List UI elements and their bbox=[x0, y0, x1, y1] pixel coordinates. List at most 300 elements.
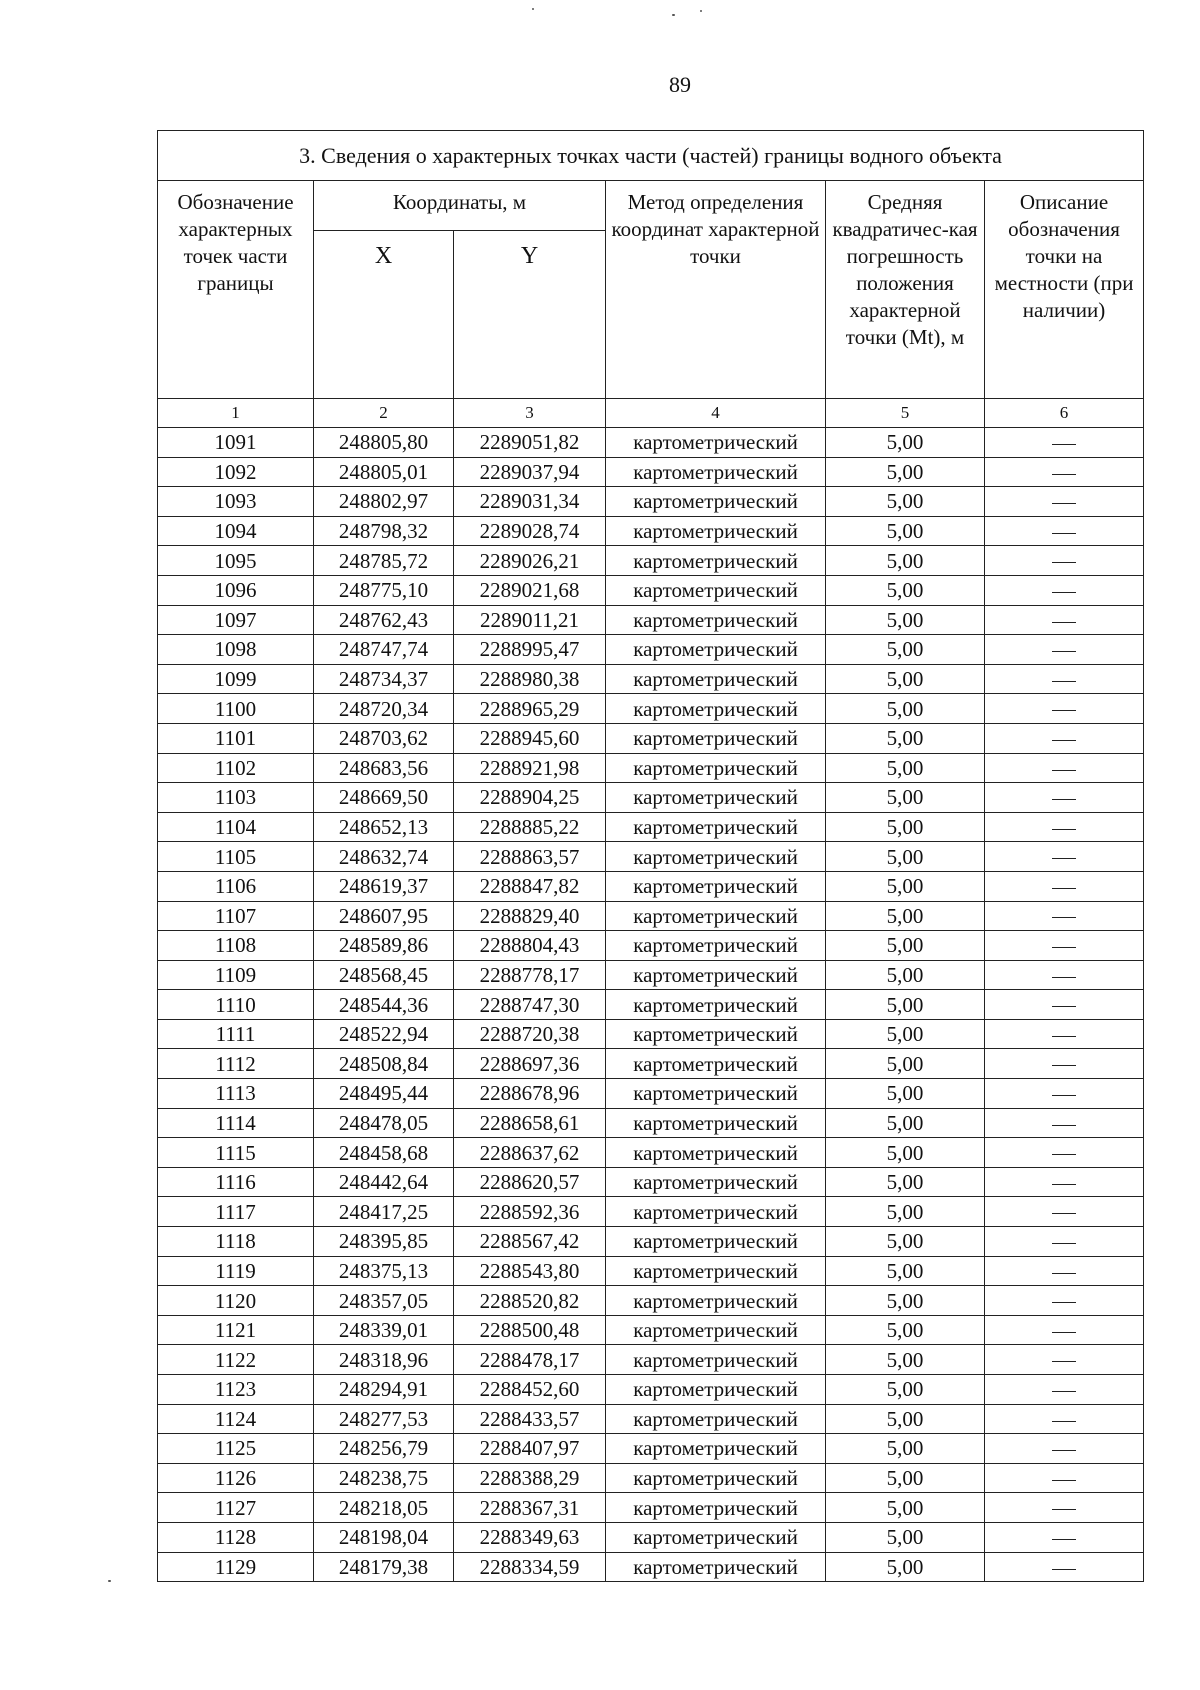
x-cell: 248785,72 bbox=[314, 546, 454, 576]
method-cell: картометрический bbox=[606, 516, 826, 546]
error-cell: 5,00 bbox=[826, 635, 985, 665]
method-cell: картометрический bbox=[606, 575, 826, 605]
x-cell: 248478,05 bbox=[314, 1108, 454, 1138]
table-row bbox=[158, 1019, 1144, 1049]
dash-mark bbox=[1052, 1450, 1076, 1451]
dash-mark bbox=[1052, 1184, 1076, 1185]
x-cell: 248495,44 bbox=[314, 1079, 454, 1109]
description-cell bbox=[985, 1463, 1144, 1493]
method-cell: картометрический bbox=[606, 1522, 826, 1552]
column-number: 5 bbox=[826, 399, 985, 428]
error-cell: 5,00 bbox=[826, 605, 985, 635]
y-cell: 2288980,38 bbox=[454, 664, 606, 694]
y-cell: 2288747,30 bbox=[454, 990, 606, 1020]
description-cell bbox=[985, 1227, 1144, 1257]
table-row bbox=[158, 428, 1144, 458]
method-cell: картометрический bbox=[606, 1108, 826, 1138]
dash-mark bbox=[1052, 1391, 1076, 1392]
dash-mark bbox=[1052, 1509, 1076, 1510]
error-cell: 5,00 bbox=[826, 664, 985, 694]
dash-mark bbox=[1052, 1243, 1076, 1244]
table-row bbox=[158, 664, 1144, 694]
method-cell: картометрический bbox=[606, 990, 826, 1020]
point-number-cell: 1093 bbox=[158, 487, 314, 517]
method-cell: картометрический bbox=[606, 487, 826, 517]
point-number-cell: 1116 bbox=[158, 1167, 314, 1197]
description-cell bbox=[985, 428, 1144, 458]
method-cell: картометрический bbox=[606, 723, 826, 753]
description-cell bbox=[985, 664, 1144, 694]
y-cell: 2288995,47 bbox=[454, 635, 606, 665]
dash-mark bbox=[1052, 1480, 1076, 1481]
point-number-cell: 1122 bbox=[158, 1345, 314, 1375]
column-number: 6 bbox=[985, 399, 1144, 428]
description-cell bbox=[985, 1552, 1144, 1582]
scan-speck bbox=[108, 1580, 111, 1582]
column-number-row bbox=[158, 399, 1144, 428]
error-cell: 5,00 bbox=[826, 516, 985, 546]
point-number-cell: 1094 bbox=[158, 516, 314, 546]
description-cell bbox=[985, 694, 1144, 724]
description-cell bbox=[985, 812, 1144, 842]
y-cell: 2289028,74 bbox=[454, 516, 606, 546]
description-cell bbox=[985, 546, 1144, 576]
x-cell: 248522,94 bbox=[314, 1019, 454, 1049]
description-cell bbox=[985, 457, 1144, 487]
y-cell: 2288543,80 bbox=[454, 1256, 606, 1286]
table-row bbox=[158, 871, 1144, 901]
description-cell bbox=[985, 1019, 1144, 1049]
description-cell bbox=[985, 783, 1144, 813]
y-cell: 2288433,57 bbox=[454, 1404, 606, 1434]
x-cell: 248218,05 bbox=[314, 1493, 454, 1523]
y-cell: 2288829,40 bbox=[454, 901, 606, 931]
y-cell: 2288478,17 bbox=[454, 1345, 606, 1375]
table-row bbox=[158, 1138, 1144, 1168]
description-cell bbox=[985, 1493, 1144, 1523]
description-cell bbox=[985, 871, 1144, 901]
point-number-cell: 1109 bbox=[158, 960, 314, 990]
table-row bbox=[158, 960, 1144, 990]
table-row bbox=[158, 546, 1144, 576]
y-cell: 2288885,22 bbox=[454, 812, 606, 842]
point-number-cell: 1118 bbox=[158, 1227, 314, 1257]
x-cell: 248568,45 bbox=[314, 960, 454, 990]
point-number-cell: 1112 bbox=[158, 1049, 314, 1079]
point-number-cell: 1113 bbox=[158, 1079, 314, 1109]
x-cell: 248458,68 bbox=[314, 1138, 454, 1168]
point-number-cell: 1095 bbox=[158, 546, 314, 576]
point-number-cell: 1103 bbox=[158, 783, 314, 813]
x-cell: 248720,34 bbox=[314, 694, 454, 724]
error-cell: 5,00 bbox=[826, 1434, 985, 1464]
dash-mark bbox=[1052, 651, 1076, 652]
y-cell: 2288334,59 bbox=[454, 1552, 606, 1582]
dash-mark bbox=[1052, 474, 1076, 475]
method-cell: картометрический bbox=[606, 1493, 826, 1523]
table-row bbox=[158, 694, 1144, 724]
dash-mark bbox=[1052, 977, 1076, 978]
dash-mark bbox=[1052, 592, 1076, 593]
table-row bbox=[158, 1049, 1144, 1079]
table-row bbox=[158, 516, 1144, 546]
description-cell bbox=[985, 635, 1144, 665]
error-cell: 5,00 bbox=[826, 428, 985, 458]
table-row bbox=[158, 457, 1144, 487]
description-cell bbox=[985, 516, 1144, 546]
error-cell: 5,00 bbox=[826, 1227, 985, 1257]
description-cell bbox=[985, 1434, 1144, 1464]
column-number: 2 bbox=[314, 399, 454, 428]
dash-mark bbox=[1052, 1569, 1076, 1570]
point-number-cell: 1117 bbox=[158, 1197, 314, 1227]
table-row bbox=[158, 487, 1144, 517]
point-number-cell: 1098 bbox=[158, 635, 314, 665]
y-cell: 2288620,57 bbox=[454, 1167, 606, 1197]
method-cell: картометрический bbox=[606, 1286, 826, 1316]
table-row bbox=[158, 1463, 1144, 1493]
description-cell bbox=[985, 990, 1144, 1020]
error-cell: 5,00 bbox=[826, 1315, 985, 1345]
x-cell: 248179,38 bbox=[314, 1552, 454, 1582]
dash-mark bbox=[1052, 1421, 1076, 1422]
point-number-cell: 1127 bbox=[158, 1493, 314, 1523]
method-cell: картометрический bbox=[606, 664, 826, 694]
y-cell: 2288697,36 bbox=[454, 1049, 606, 1079]
point-number-cell: 1126 bbox=[158, 1463, 314, 1493]
description-cell bbox=[985, 901, 1144, 931]
point-number-cell: 1120 bbox=[158, 1286, 314, 1316]
error-cell: 5,00 bbox=[826, 812, 985, 842]
error-cell: 5,00 bbox=[826, 871, 985, 901]
point-number-cell: 1123 bbox=[158, 1375, 314, 1405]
method-cell: картометрический bbox=[606, 1138, 826, 1168]
dash-mark bbox=[1052, 1036, 1076, 1037]
dash-mark bbox=[1052, 799, 1076, 800]
x-cell: 248632,74 bbox=[314, 842, 454, 872]
error-cell: 5,00 bbox=[826, 1167, 985, 1197]
header-y: Y bbox=[454, 231, 606, 399]
error-cell: 5,00 bbox=[826, 457, 985, 487]
point-number-cell: 1110 bbox=[158, 990, 314, 1020]
method-cell: картометрический bbox=[606, 753, 826, 783]
table-row bbox=[158, 842, 1144, 872]
point-number-cell: 1097 bbox=[158, 605, 314, 635]
table-row bbox=[158, 635, 1144, 665]
dash-mark bbox=[1052, 947, 1076, 948]
table-row bbox=[158, 1315, 1144, 1345]
x-cell: 248775,10 bbox=[314, 575, 454, 605]
method-cell: картометрический bbox=[606, 1375, 826, 1405]
error-cell: 5,00 bbox=[826, 901, 985, 931]
point-number-cell: 1119 bbox=[158, 1256, 314, 1286]
method-cell: картометрический bbox=[606, 1227, 826, 1257]
y-cell: 2288367,31 bbox=[454, 1493, 606, 1523]
x-cell: 248607,95 bbox=[314, 901, 454, 931]
error-cell: 5,00 bbox=[826, 931, 985, 961]
table-row bbox=[158, 1108, 1144, 1138]
error-cell: 5,00 bbox=[826, 1108, 985, 1138]
method-cell: картометрический bbox=[606, 546, 826, 576]
dash-mark bbox=[1052, 710, 1076, 711]
table-row bbox=[158, 1079, 1144, 1109]
y-cell: 2288778,17 bbox=[454, 960, 606, 990]
dash-mark bbox=[1052, 1154, 1076, 1155]
y-cell: 2288847,82 bbox=[454, 871, 606, 901]
table-row bbox=[158, 1522, 1144, 1552]
error-cell: 5,00 bbox=[826, 694, 985, 724]
error-cell: 5,00 bbox=[826, 753, 985, 783]
x-cell: 248589,86 bbox=[314, 931, 454, 961]
dash-mark bbox=[1052, 1213, 1076, 1214]
method-cell: картометрический bbox=[606, 635, 826, 665]
x-cell: 248395,85 bbox=[314, 1227, 454, 1257]
method-cell: картометрический bbox=[606, 457, 826, 487]
method-cell: картометрический bbox=[606, 605, 826, 635]
table-row bbox=[158, 1227, 1144, 1257]
x-cell: 248805,80 bbox=[314, 428, 454, 458]
description-cell bbox=[985, 605, 1144, 635]
dash-mark bbox=[1052, 770, 1076, 771]
y-cell: 2288921,98 bbox=[454, 753, 606, 783]
method-cell: картометрический bbox=[606, 931, 826, 961]
table-row bbox=[158, 575, 1144, 605]
dash-mark bbox=[1052, 533, 1076, 534]
x-cell: 248508,84 bbox=[314, 1049, 454, 1079]
error-cell: 5,00 bbox=[826, 1256, 985, 1286]
point-number-cell: 1124 bbox=[158, 1404, 314, 1434]
description-cell bbox=[985, 1167, 1144, 1197]
point-number-cell: 1106 bbox=[158, 871, 314, 901]
scan-speck bbox=[700, 10, 702, 12]
scan-speck bbox=[672, 14, 675, 16]
error-cell: 5,00 bbox=[826, 487, 985, 517]
dash-mark bbox=[1052, 1302, 1076, 1303]
dash-mark bbox=[1052, 622, 1076, 623]
y-cell: 2288904,25 bbox=[454, 783, 606, 813]
table-row bbox=[158, 753, 1144, 783]
method-cell: картометрический bbox=[606, 960, 826, 990]
dash-mark bbox=[1052, 858, 1076, 859]
method-cell: картометрический bbox=[606, 1404, 826, 1434]
dash-mark bbox=[1052, 740, 1076, 741]
y-cell: 2289021,68 bbox=[454, 575, 606, 605]
description-cell bbox=[985, 1049, 1144, 1079]
y-cell: 2289051,82 bbox=[454, 428, 606, 458]
method-cell: картометрический bbox=[606, 1552, 826, 1582]
error-cell: 5,00 bbox=[826, 1552, 985, 1582]
error-cell: 5,00 bbox=[826, 1404, 985, 1434]
error-cell: 5,00 bbox=[826, 1019, 985, 1049]
table-row bbox=[158, 901, 1144, 931]
dash-mark bbox=[1052, 503, 1076, 504]
table-row bbox=[158, 1167, 1144, 1197]
table-row bbox=[158, 783, 1144, 813]
description-cell bbox=[985, 960, 1144, 990]
x-cell: 248375,13 bbox=[314, 1256, 454, 1286]
description-cell bbox=[985, 1375, 1144, 1405]
table-body bbox=[158, 428, 1144, 1582]
method-cell: картометрический bbox=[606, 1049, 826, 1079]
description-cell bbox=[985, 575, 1144, 605]
method-cell: картометрический bbox=[606, 694, 826, 724]
y-cell: 2289031,34 bbox=[454, 487, 606, 517]
point-number-cell: 1114 bbox=[158, 1108, 314, 1138]
point-number-cell: 1091 bbox=[158, 428, 314, 458]
description-cell bbox=[985, 1256, 1144, 1286]
table-row bbox=[158, 990, 1144, 1020]
description-cell bbox=[985, 842, 1144, 872]
table-row bbox=[158, 1345, 1144, 1375]
x-cell: 248734,37 bbox=[314, 664, 454, 694]
error-cell: 5,00 bbox=[826, 1138, 985, 1168]
error-cell: 5,00 bbox=[826, 1286, 985, 1316]
dash-mark bbox=[1052, 888, 1076, 889]
table-row bbox=[158, 812, 1144, 842]
x-cell: 248339,01 bbox=[314, 1315, 454, 1345]
method-cell: картометрический bbox=[606, 901, 826, 931]
x-cell: 248238,75 bbox=[314, 1463, 454, 1493]
table-row bbox=[158, 1434, 1144, 1464]
y-cell: 2288804,43 bbox=[454, 931, 606, 961]
method-cell: картометрический bbox=[606, 1079, 826, 1109]
page-number: 89 bbox=[669, 72, 691, 97]
table-row bbox=[158, 1375, 1144, 1405]
y-cell: 2288452,60 bbox=[454, 1375, 606, 1405]
point-number-cell: 1102 bbox=[158, 753, 314, 783]
description-cell bbox=[985, 1197, 1144, 1227]
error-cell: 5,00 bbox=[826, 1375, 985, 1405]
boundary-points-table bbox=[157, 130, 1144, 1582]
table-row bbox=[158, 1286, 1144, 1316]
dash-mark bbox=[1052, 1332, 1076, 1333]
x-cell: 248318,96 bbox=[314, 1345, 454, 1375]
description-cell bbox=[985, 723, 1144, 753]
x-cell: 248802,97 bbox=[314, 487, 454, 517]
x-cell: 248357,05 bbox=[314, 1286, 454, 1316]
method-cell: картометрический bbox=[606, 1315, 826, 1345]
y-cell: 2288863,57 bbox=[454, 842, 606, 872]
point-number-cell: 1105 bbox=[158, 842, 314, 872]
point-number-cell: 1104 bbox=[158, 812, 314, 842]
description-cell bbox=[985, 1108, 1144, 1138]
error-cell: 5,00 bbox=[826, 1197, 985, 1227]
point-number-cell: 1129 bbox=[158, 1552, 314, 1582]
y-cell: 2289037,94 bbox=[454, 457, 606, 487]
x-cell: 248277,53 bbox=[314, 1404, 454, 1434]
error-cell: 5,00 bbox=[826, 990, 985, 1020]
dash-mark bbox=[1052, 1361, 1076, 1362]
description-cell bbox=[985, 1522, 1144, 1552]
y-cell: 2288965,29 bbox=[454, 694, 606, 724]
x-cell: 248544,36 bbox=[314, 990, 454, 1020]
header-error: Средняя квадратичес-кая погрешность положения характерной точки (Mt), м bbox=[826, 181, 985, 399]
x-cell: 248805,01 bbox=[314, 457, 454, 487]
y-cell: 2288520,82 bbox=[454, 1286, 606, 1316]
y-cell: 2289026,21 bbox=[454, 546, 606, 576]
method-cell: картометрический bbox=[606, 1345, 826, 1375]
method-cell: картометрический bbox=[606, 812, 826, 842]
scan-speck bbox=[532, 8, 534, 10]
x-cell: 248669,50 bbox=[314, 783, 454, 813]
y-cell: 2288407,97 bbox=[454, 1434, 606, 1464]
point-number-cell: 1099 bbox=[158, 664, 314, 694]
y-cell: 2288349,63 bbox=[454, 1522, 606, 1552]
dash-mark bbox=[1052, 681, 1076, 682]
x-cell: 248798,32 bbox=[314, 516, 454, 546]
y-cell: 2288388,29 bbox=[454, 1463, 606, 1493]
y-cell: 2288592,36 bbox=[454, 1197, 606, 1227]
method-cell: картометрический bbox=[606, 842, 826, 872]
point-number-cell: 1092 bbox=[158, 457, 314, 487]
x-cell: 248198,04 bbox=[314, 1522, 454, 1552]
description-cell bbox=[985, 753, 1144, 783]
header-method: Метод определения координат характерной точки bbox=[606, 181, 826, 399]
dash-mark bbox=[1052, 1125, 1076, 1126]
table-row bbox=[158, 1493, 1144, 1523]
table-title: 3. Сведения о характерных точках части (частей) границы водного объекта bbox=[158, 131, 1144, 181]
method-cell: картометрический bbox=[606, 871, 826, 901]
x-cell: 248417,25 bbox=[314, 1197, 454, 1227]
point-number-cell: 1115 bbox=[158, 1138, 314, 1168]
header-x: X bbox=[314, 231, 454, 399]
method-cell: картометрический bbox=[606, 1019, 826, 1049]
error-cell: 5,00 bbox=[826, 842, 985, 872]
y-cell: 2288720,38 bbox=[454, 1019, 606, 1049]
header-designation: Обозначение характерных точек части границы bbox=[158, 181, 314, 399]
description-cell bbox=[985, 1345, 1144, 1375]
column-number: 3 bbox=[454, 399, 606, 428]
dash-mark bbox=[1052, 829, 1076, 830]
x-cell: 248683,56 bbox=[314, 753, 454, 783]
description-cell bbox=[985, 931, 1144, 961]
description-cell bbox=[985, 1404, 1144, 1434]
point-number-cell: 1108 bbox=[158, 931, 314, 961]
error-cell: 5,00 bbox=[826, 960, 985, 990]
error-cell: 5,00 bbox=[826, 546, 985, 576]
table-row bbox=[158, 931, 1144, 961]
description-cell bbox=[985, 487, 1144, 517]
error-cell: 5,00 bbox=[826, 1079, 985, 1109]
dash-mark bbox=[1052, 917, 1076, 918]
y-cell: 2289011,21 bbox=[454, 605, 606, 635]
y-cell: 2288567,42 bbox=[454, 1227, 606, 1257]
x-cell: 248619,37 bbox=[314, 871, 454, 901]
x-cell: 248256,79 bbox=[314, 1434, 454, 1464]
y-cell: 2288658,61 bbox=[454, 1108, 606, 1138]
method-cell: картометрический bbox=[606, 1463, 826, 1493]
x-cell: 248762,43 bbox=[314, 605, 454, 635]
point-number-cell: 1107 bbox=[158, 901, 314, 931]
table-row bbox=[158, 723, 1144, 753]
point-number-cell: 1128 bbox=[158, 1522, 314, 1552]
x-cell: 248294,91 bbox=[314, 1375, 454, 1405]
point-number-cell: 1100 bbox=[158, 694, 314, 724]
description-cell bbox=[985, 1138, 1144, 1168]
x-cell: 248442,64 bbox=[314, 1167, 454, 1197]
x-cell: 248703,62 bbox=[314, 723, 454, 753]
y-cell: 2288945,60 bbox=[454, 723, 606, 753]
dash-mark bbox=[1052, 1065, 1076, 1066]
description-cell bbox=[985, 1315, 1144, 1345]
method-cell: картометрический bbox=[606, 783, 826, 813]
dash-mark bbox=[1052, 1273, 1076, 1274]
point-number-cell: 1121 bbox=[158, 1315, 314, 1345]
y-cell: 2288637,62 bbox=[454, 1138, 606, 1168]
method-cell: картометрический bbox=[606, 1256, 826, 1286]
x-cell: 248747,74 bbox=[314, 635, 454, 665]
header-description: Описание обозначения точки на местности (при наличии) bbox=[985, 181, 1144, 399]
